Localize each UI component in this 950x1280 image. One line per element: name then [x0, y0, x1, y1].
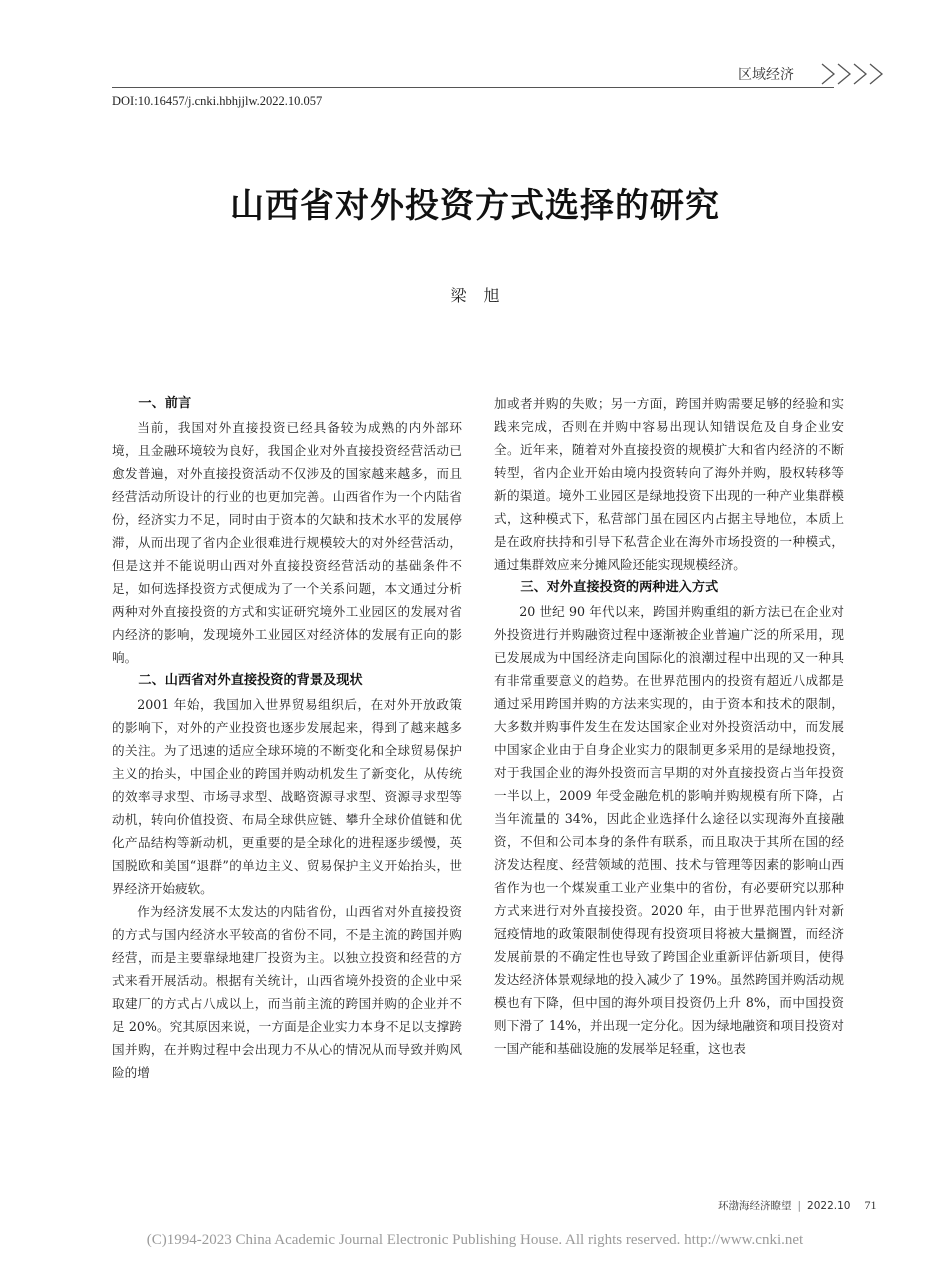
page-footer — [718, 1198, 876, 1213]
left-column — [112, 392, 462, 1084]
issue-number: 2022.10 — [807, 1200, 851, 1212]
page-number: 71 — [864, 1198, 877, 1212]
triple-chevron-right-icon — [818, 61, 888, 87]
footer-separator: | — [797, 1200, 802, 1212]
paragraph-continued: 加或者并购的失败；另一方面，跨国并购需要足够的经验和实践来完成，否则在并购中容易出现认知错误危及自身企业安全。近年来，随着对外直接投资的规模扩大和省内经济的不断转型，省内企业开始由境内投资转向了海外并购，股权转移等新的渠道。境外工业园区是绿地投资下出现的一种产业集群模式，这种模式下，私营部门虽在园区内占据主导地位，本质上是在政府扶持和引导下私营企业在海外市场投资的一种模式，通过集群效应来分摊风险还能实现规模经济。 — [494, 396, 844, 572]
section-heading-entry-modes: 三、对外直接投资的两种进入方式 — [520, 580, 719, 595]
journal-name: 环渤海经济瞭望 — [718, 1200, 792, 1212]
paragraph: 作为经济发展不太发达的内陆省份，山西省对外直接投资的方式与国内经济水平较高的省份不同，不是主流的跨国并购经营，而是主要靠绿地建厂投资为主。以独立投资和经营的方式来看开展活动。根据有关统计，山西省境外投资的企业中采取建厂的方式占八成以上，而当前主流的跨国并购的企业并不足 20%。究其原因来说，一方面是企业实力本身不足以支撑跨国并购，在并购过程中会出现力不从心的情况从而导致并购风险的增 — [112, 904, 462, 1080]
section-label: 区域经济 — [738, 67, 794, 83]
paragraph: 当前，我国对外直接投资已经具备较为成熟的内外部环境，且金融环境较为良好，我国企业对外直接投资经营活动已愈发普遍，对外直接投资活动不仅涉及的国家越来越多，而且经营活动所设计的行业的也更加完善。山西省作为一个内陆省份，经济实力不足，同时由于资本的欠缺和技术水平的发展停滞，从而出现了省内企业很难进行规模较大的对外经营活动，但是这并不能说明山西对外直接投资经营活动的基础条件不足，如何选择投资方式便成为了一个关系问题，本文通过分析两种对外直接投资的方式和实证研究境外工业园区的发展对省内经济的影响，发现境外工业园区对经济体的发展有正向的影响。 — [112, 420, 462, 665]
copyright-watermark: (C)1994-2023 China Academic Journal Electronic Publishing House. All rights reserved. http://www.cnki.net — [146, 1232, 804, 1248]
article-title: 山西省对外投资方式选择的研究 — [230, 186, 720, 226]
doi-line: DOI:10.16457/j.cnki.hbhjjlw.2022.10.057 — [112, 94, 323, 108]
section-heading-intro: 一、前言 — [138, 396, 192, 411]
header-divider — [112, 87, 834, 88]
author-name: 梁 旭 — [450, 286, 500, 305]
paragraph: 2001 年始，我国加入世界贸易组织后，在对外开放政策的影响下，对外的产业投资也逐步发展起来，得到了越来越多的关注。为了迅速的适应全球环境的不断变化和全球贸易保护主义的抬头，中国企业的跨国并购动机发生了新变化，从传统的效率寻求型、市场寻求型、战略资源寻求型、资源寻求型等动机，转向价值投资、布局全球供应链、攀升全球价值链和优化产品结构等新动机，更重要的是全球化的进程逐步缓慢，英国脱欧和美国“退群”的单边主义、贸易保护主义开始抬头，世界经济开始疲软。 — [112, 697, 462, 896]
right-column — [494, 392, 844, 1060]
paragraph: 20 世纪 90 年代以来，跨国并购重组的新方法已在企业对外投资进行并购融资过程中逐渐被企业普遍广泛的所采用，现已发展成为中国经济走向国际化的浪潮过程中出现的又一种具有非常重要意义的趋势。在世界范围内的投资有超近八成都是通过采用跨国并购的方法来实现的，由于资本和技术的限制，大多数并购事件发生在发达国家企业对外投资活动中，而发展中国家企业由于自身企业实力的限制更多采用的是绿地投资，对于我国企业的海外投资而言早期的对外直接投资占当年投资一半以上，2009 年受金融危机的影响并购规模有所下降，占当年流量的 34%，因此企业选择什么途径以实现海外直接融资，不但和公司本身的条件有联系，而且取决于其所在国的经济发达程度、经营领域的范围、技术与管理等因素的影响山西省作为也一个煤炭重工业产业集中的省份，有必要研究以那种方式来进行对外直接投资。2020 年，由于世界范围内针对新冠疫情地的政策限制使得现有投资项目将被大量搁置，而经济发展前景的不确定性也导致了跨国企业重新评估新项目，使得发达经济体景观绿地的投入减少了 19%。虽然跨国并购活动规模也有下降，但中国的海外项目投资仍上升 8%，而中国投资则下滑了 14%，并出现一定分化。因为绿地融资和项目投资对一国产能和基础设施的发展举足轻重，这也表 — [494, 604, 844, 1056]
section-heading-background: 二、山西省对外直接投资的背景及现状 — [138, 673, 363, 688]
